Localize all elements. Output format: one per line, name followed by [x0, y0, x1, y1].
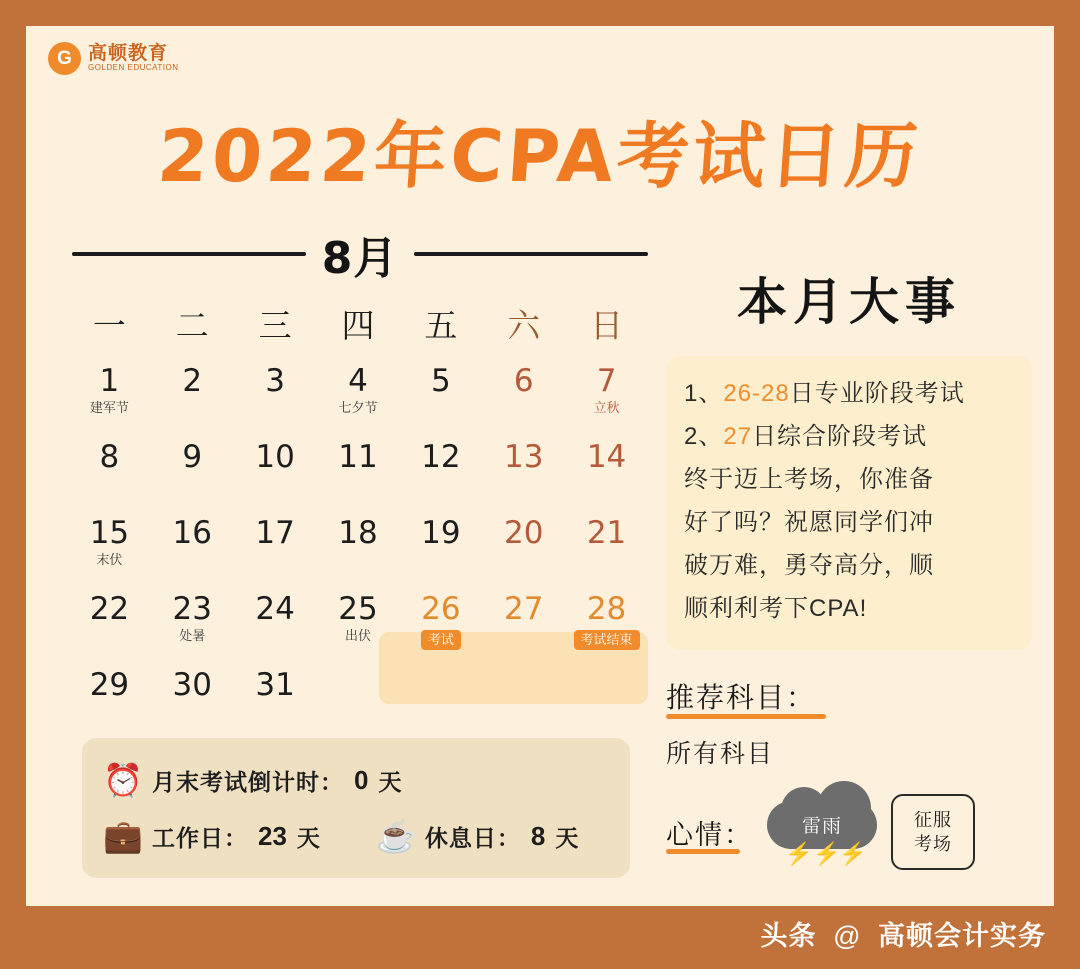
- recommend-title: 推荐科目：: [666, 682, 817, 713]
- calendar-day-28[interactable]: [565, 591, 648, 667]
- calendar-week-row: [68, 591, 648, 667]
- mood-label-wrap: [666, 813, 753, 852]
- calendar-day-17[interactable]: [234, 515, 317, 591]
- day-number: 28: [586, 591, 627, 627]
- right-column: [666, 262, 1032, 870]
- event-index: 1、: [684, 380, 724, 407]
- brand-name-en: GOLDEN EDUCATION: [88, 63, 179, 73]
- lightning-icon-1: ⚡: [785, 841, 813, 866]
- paragraph-line-3: 破万难，勇夺高分，顺: [684, 552, 934, 579]
- calendar-day-20[interactable]: [482, 515, 565, 591]
- lightning-icon-2: ⚡: [813, 841, 841, 866]
- calendar-day-7[interactable]: [565, 363, 648, 439]
- footer-account: 高顿会计实务: [878, 921, 1046, 951]
- day-number: 20: [503, 515, 544, 551]
- calendar-day-1[interactable]: [68, 363, 151, 439]
- calendar-day-16[interactable]: [151, 515, 234, 591]
- event-item-2: [684, 415, 1014, 458]
- logo-mark-icon: G: [48, 42, 81, 75]
- mood-label: 心情：: [666, 819, 753, 850]
- footer-separator: @: [833, 921, 862, 951]
- poster-card: [26, 26, 1054, 906]
- countdown-row: [100, 752, 612, 808]
- day-number: 5: [430, 363, 451, 399]
- day-note: 末伏: [96, 552, 123, 567]
- calendar-day-18[interactable]: [317, 515, 400, 591]
- calendar-day-6[interactable]: [482, 363, 565, 439]
- day-number: 22: [89, 591, 130, 627]
- day-number: 7: [596, 363, 617, 399]
- day-number: 4: [348, 363, 368, 399]
- calendar-day-15[interactable]: [68, 515, 151, 591]
- calendar-week-row: [68, 363, 648, 439]
- day-number: 27: [503, 591, 544, 627]
- day-number: 1: [99, 363, 120, 399]
- day-number: 3: [265, 363, 285, 399]
- calendar-day-9[interactable]: [151, 439, 234, 515]
- month-header: [72, 222, 648, 286]
- event-text: 日专业阶段考试: [789, 380, 965, 407]
- day-note: 立秋: [593, 400, 620, 415]
- mood-badge-line1: 征服: [914, 810, 952, 830]
- thunder-cloud-icon: [767, 795, 877, 869]
- day-number: 18: [338, 515, 378, 551]
- footer-platform: 头条: [760, 921, 817, 951]
- calendar-day-8[interactable]: [68, 439, 151, 515]
- calendar-body: [68, 363, 648, 743]
- day-number: 11: [338, 439, 378, 475]
- calendar-day-empty: [317, 667, 400, 743]
- calendar-day-21[interactable]: [565, 515, 648, 591]
- event-date: 27: [723, 423, 753, 450]
- weekday-5: 六: [507, 306, 541, 345]
- day-note: 处暑: [179, 628, 206, 643]
- calendar-day-11[interactable]: [317, 439, 400, 515]
- paragraph-line-2: 好了吗？祝愿同学们冲: [684, 509, 934, 536]
- calendar-day-3[interactable]: [234, 363, 317, 439]
- month-label: 8月: [321, 233, 399, 284]
- mood-row: [666, 794, 1032, 870]
- event-text: 日综合阶段考试: [752, 423, 928, 450]
- weekday-1: 二: [175, 306, 209, 345]
- calendar-day-14[interactable]: [565, 439, 648, 515]
- paragraph-line-4: 顺利利考下CPA!: [684, 595, 868, 622]
- day-number: 10: [255, 439, 295, 475]
- day-number: 14: [586, 439, 627, 475]
- events-box: [666, 356, 1032, 650]
- day-number: 29: [89, 667, 130, 703]
- calendar-day-empty: [399, 667, 482, 743]
- events-paragraph: [684, 458, 1014, 630]
- day-number: 17: [255, 515, 295, 551]
- restday-label: 休息日：: [424, 824, 521, 851]
- day-number: 25: [338, 591, 378, 627]
- day-number: 31: [255, 667, 295, 703]
- event-index: 2、: [684, 423, 724, 450]
- restday-value: 8: [530, 820, 546, 851]
- events-title: 本月大事: [737, 273, 961, 331]
- rule-right: [414, 252, 648, 256]
- mood-badge-line2: 考场: [914, 834, 952, 854]
- workrest-row: [100, 808, 612, 864]
- day-number: 8: [99, 439, 120, 475]
- countdown-label: 月末考试倒计时：: [152, 768, 344, 795]
- calendar-day-empty: [565, 667, 648, 743]
- calendar-weekday-header: [68, 300, 648, 363]
- weekday-4: 五: [424, 306, 458, 345]
- day-note: 出伏: [344, 628, 371, 643]
- cloud-label: 雷雨: [801, 816, 842, 837]
- weekday-3: 四: [341, 306, 375, 345]
- calendar-day-4[interactable]: [317, 363, 400, 439]
- recommend-underline: [666, 714, 826, 719]
- mood-badge: [891, 794, 975, 870]
- weekday-0: 一: [92, 306, 126, 345]
- calendar-day-2[interactable]: [151, 363, 234, 439]
- calendar-day-29[interactable]: [68, 667, 151, 743]
- day-number: 26: [421, 591, 461, 627]
- calendar-day-25[interactable]: [317, 591, 400, 667]
- briefcase-icon: 💼: [103, 818, 143, 854]
- day-number: 24: [255, 591, 295, 627]
- day-number: 6: [513, 363, 534, 399]
- calendar-day-26[interactable]: [399, 591, 482, 667]
- rule-left: [72, 252, 306, 256]
- calendar-week-row: [68, 515, 648, 591]
- day-number: 12: [421, 439, 461, 475]
- calendar-day-24[interactable]: [234, 591, 317, 667]
- calendar-day-23[interactable]: [151, 591, 234, 667]
- event-date: 26-28: [723, 380, 790, 407]
- day-tag: 考试结束: [574, 630, 640, 650]
- recommend-body: 所有科目: [666, 740, 775, 768]
- day-number: 21: [586, 515, 627, 551]
- calendar-day-22[interactable]: [68, 591, 151, 667]
- calendar-day-10[interactable]: [234, 439, 317, 515]
- weekday-2: 三: [258, 306, 292, 345]
- brand-logo: [48, 42, 179, 75]
- day-number: 23: [172, 591, 212, 627]
- day-number: 19: [421, 515, 461, 551]
- workday-value: 23: [258, 820, 287, 851]
- brand-name-cn: 高顿教育: [88, 43, 169, 65]
- page-title: 2022年CPA考试日历: [155, 114, 925, 198]
- calendar: [68, 300, 648, 743]
- lightning-icon-3: ⚡: [839, 841, 867, 866]
- weekday-6: 日: [590, 306, 624, 345]
- calendar-week-row: [68, 439, 648, 515]
- day-number: 13: [503, 439, 544, 475]
- event-item-1: [684, 372, 1014, 415]
- events-list: [684, 372, 1014, 458]
- alarm-clock-icon: ⏰: [103, 762, 143, 798]
- day-number: 16: [172, 515, 212, 551]
- paragraph-line-1: 终于迈上考场，你准备: [684, 466, 934, 493]
- restday-unit: 天: [555, 824, 580, 851]
- countdown-unit: 天: [378, 768, 403, 795]
- day-note: 七夕节: [338, 400, 378, 415]
- calendar-day-13[interactable]: [482, 439, 565, 515]
- day-number: 15: [89, 515, 130, 551]
- day-number: 2: [182, 363, 203, 399]
- day-number: 9: [182, 439, 203, 475]
- brand-text: [88, 44, 179, 72]
- calendar-week-row: [68, 667, 648, 743]
- day-note: 建军节: [89, 400, 129, 415]
- calendar-day-empty: [482, 667, 565, 743]
- workday-label: 工作日：: [152, 824, 248, 851]
- stats-box: [82, 738, 630, 878]
- day-tag: 考试: [421, 630, 461, 650]
- calendar-day-5[interactable]: [399, 363, 482, 439]
- footer-credit: [0, 914, 1080, 953]
- countdown-value: 0: [354, 764, 369, 795]
- coffee-cup-icon: ☕: [376, 818, 416, 854]
- calendar-day-19[interactable]: [399, 515, 482, 591]
- day-number: 30: [172, 667, 212, 703]
- calendar-day-30[interactable]: [151, 667, 234, 743]
- calendar-day-12[interactable]: [399, 439, 482, 515]
- workday-unit: 天: [296, 824, 321, 851]
- recommend-title-wrap: [666, 676, 816, 716]
- calendar-day-27[interactable]: [482, 591, 565, 667]
- calendar-day-31[interactable]: [234, 667, 317, 743]
